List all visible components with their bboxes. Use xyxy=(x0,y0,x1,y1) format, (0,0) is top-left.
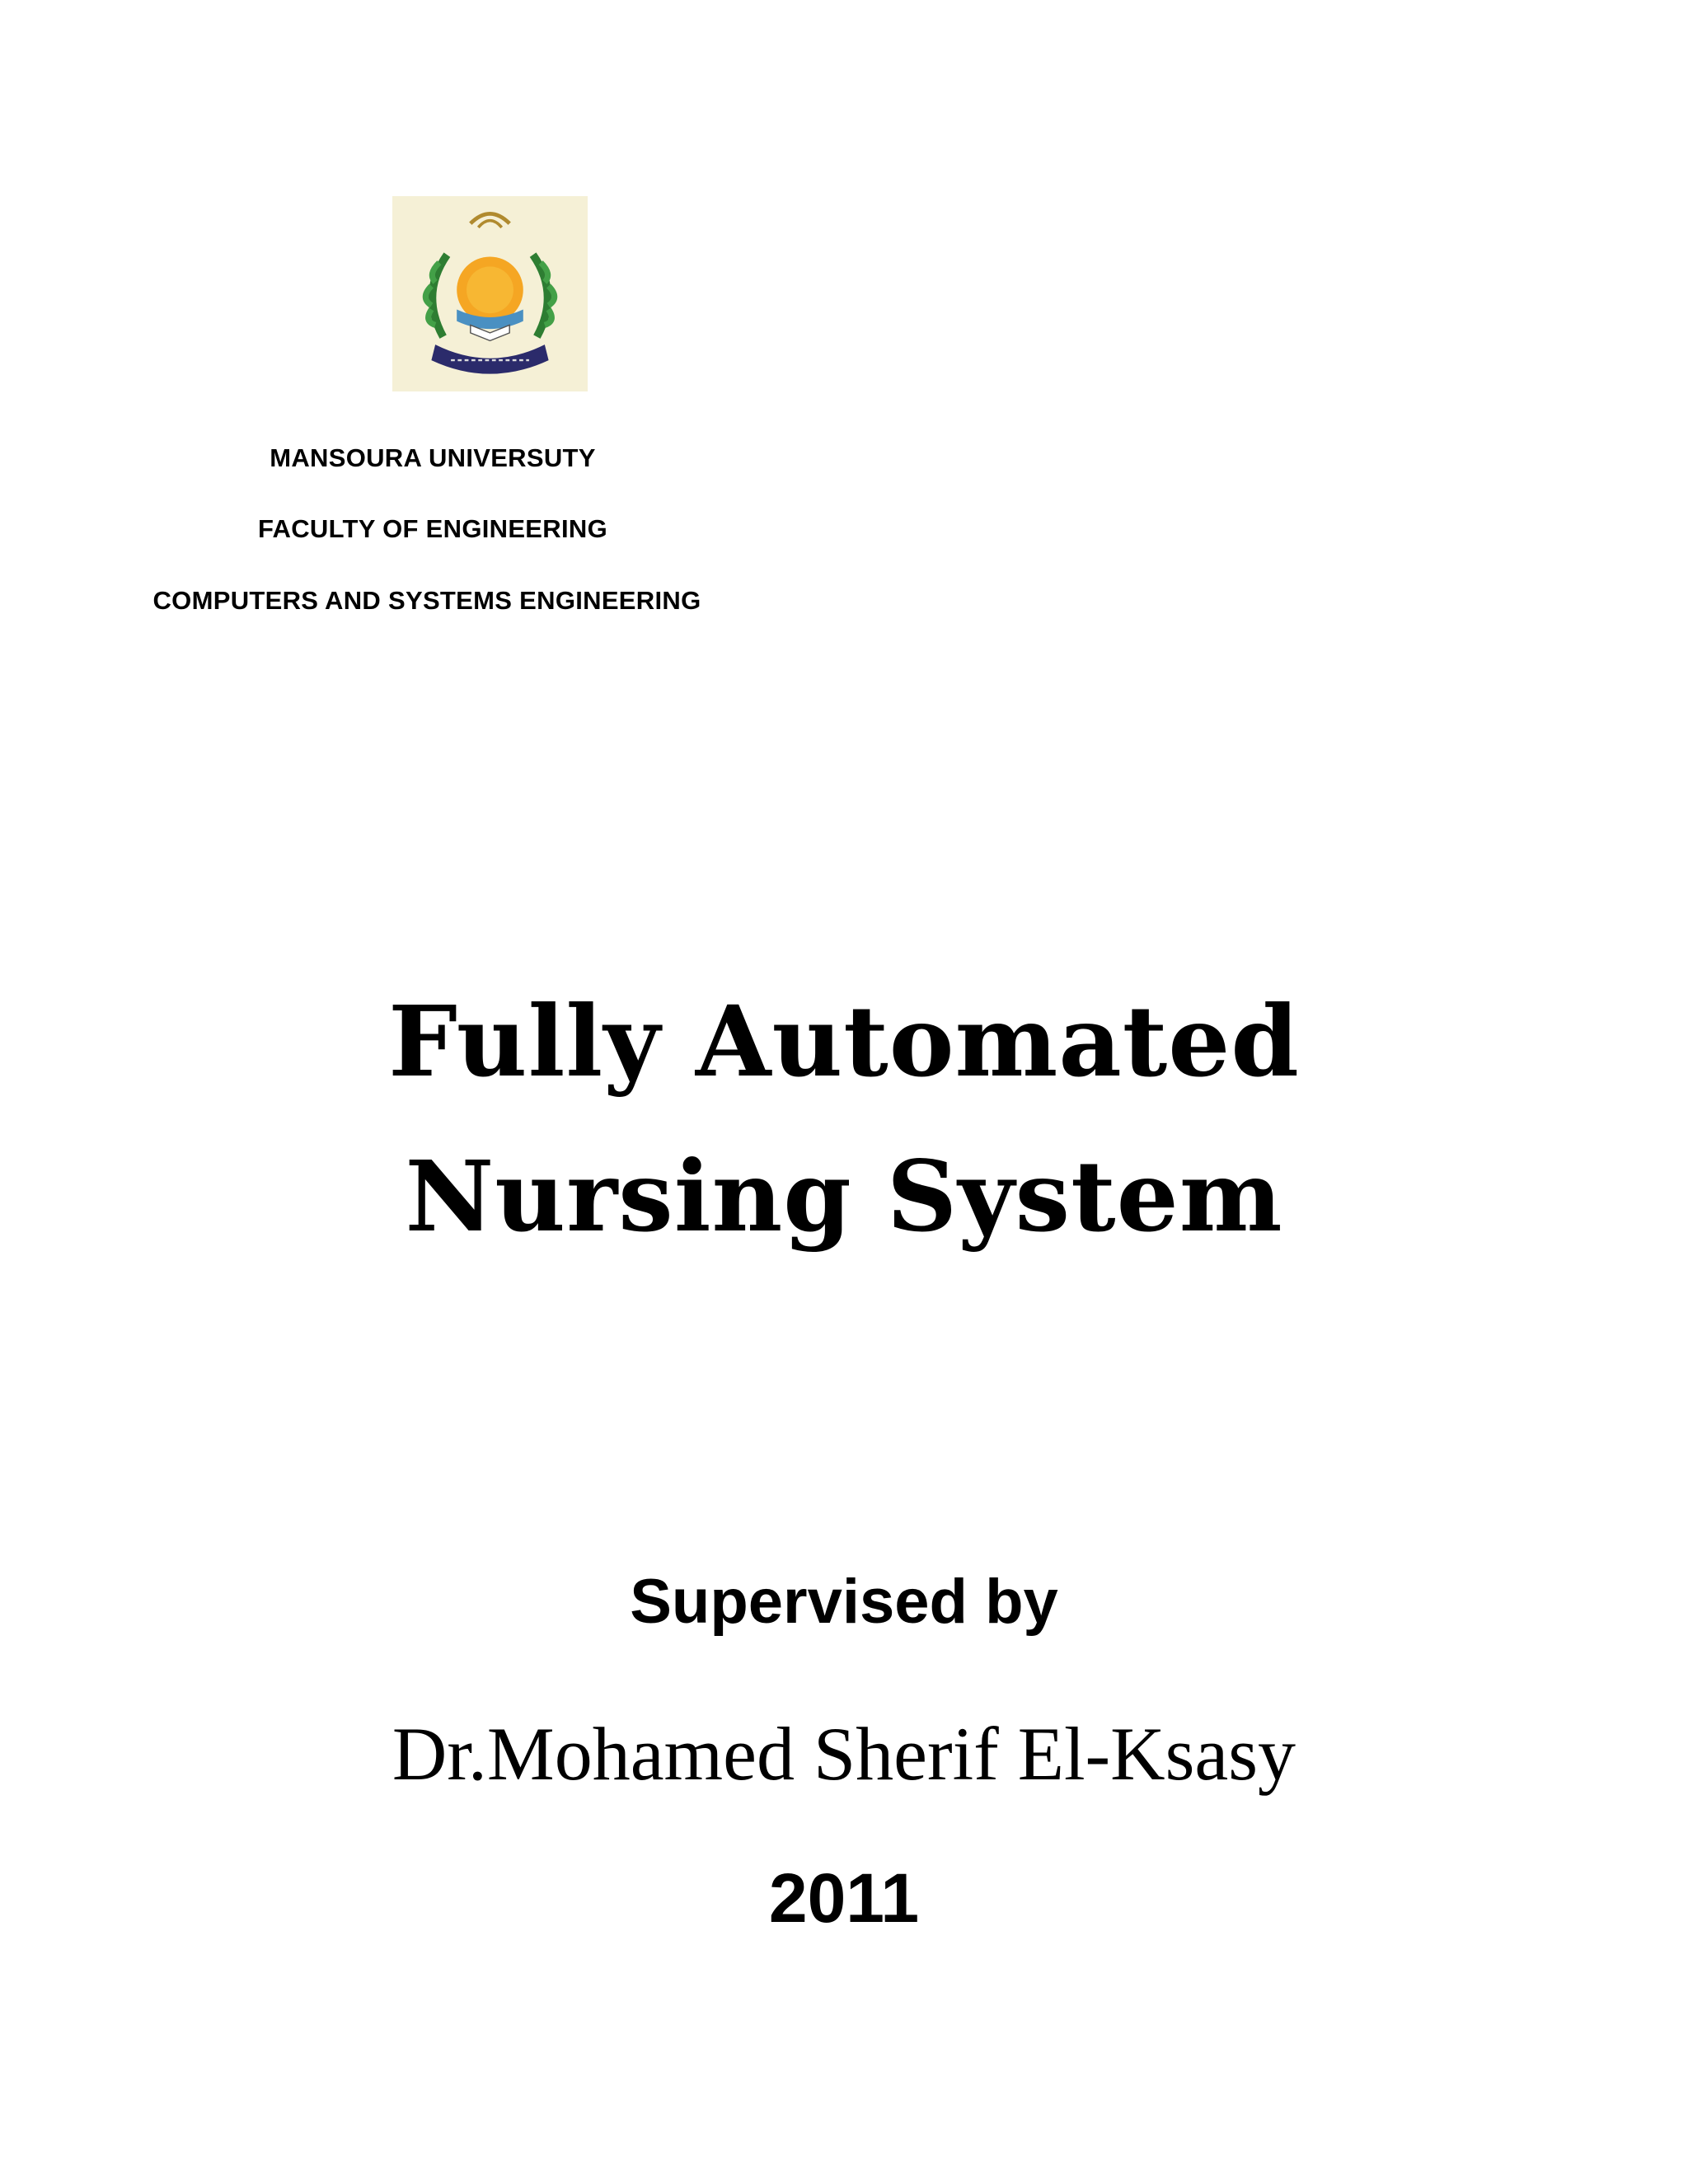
supervisor-name: Dr.Mohamed Sherif El-Ksasy xyxy=(392,1712,1296,1796)
document-title-line-2: Nursing System xyxy=(405,1139,1283,1254)
university-name: MANSOURA UNIVERSUTY xyxy=(270,443,596,472)
year: 2011 xyxy=(768,1859,920,1937)
university-seal-icon xyxy=(392,196,588,391)
document-title-line-1: Fully Automated xyxy=(388,984,1300,1099)
department-name: COMPUTERS AND SYSTEMS ENGINEERING xyxy=(152,586,701,615)
faculty-name: FACULTY OF ENGINEERING xyxy=(258,514,607,543)
supervised-by-label: Supervised by xyxy=(630,1567,1058,1637)
